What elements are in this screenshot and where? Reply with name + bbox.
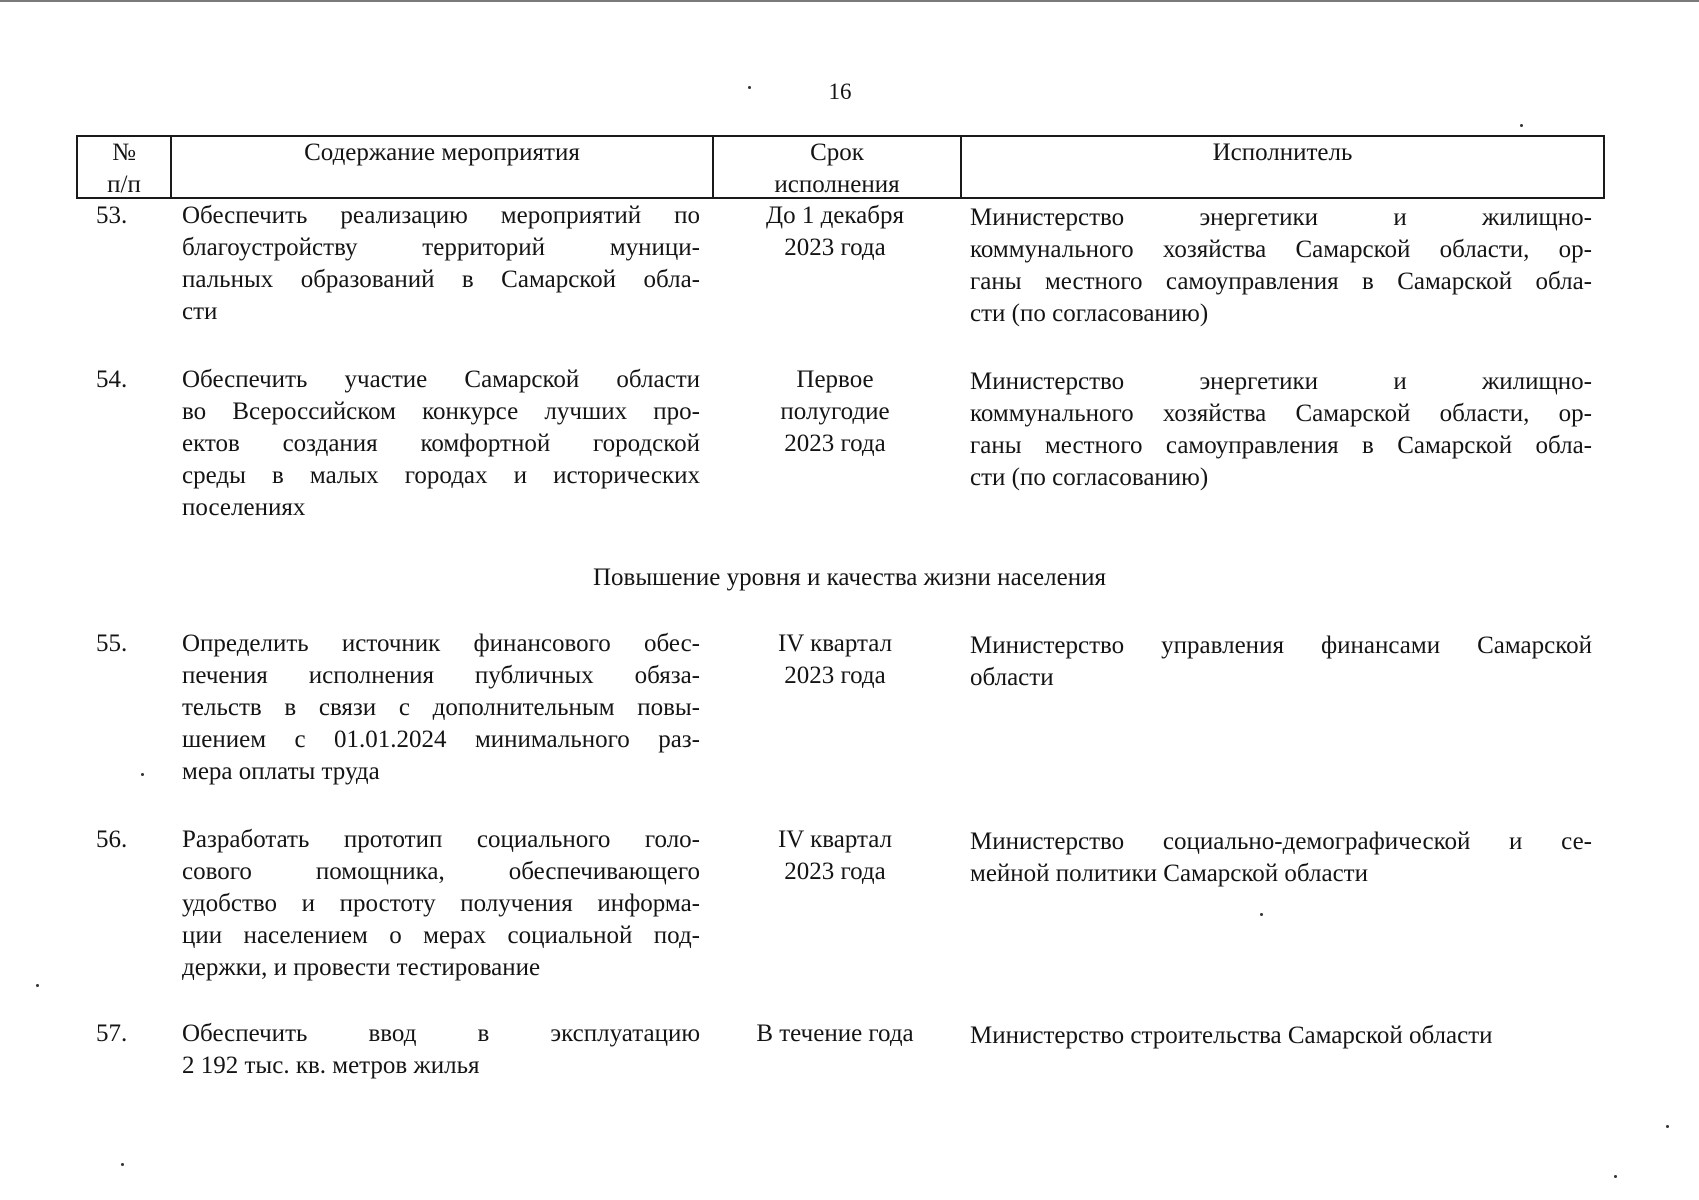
header-deadline: Срок исполнения xyxy=(714,137,962,197)
header-num: № п/п xyxy=(78,137,172,197)
row-executor: Министерство строительства Самарской области xyxy=(970,1022,1493,1049)
row-deadline: Первое полугодие 2023 года xyxy=(780,366,890,457)
row-content: Разработать прототип социального голо- сового помощника, обеспечивающего удобство и простоту получения информа- ции населением о мерах социальной под- держки, и провести тестирование xyxy=(182,826,700,981)
scan-speck xyxy=(1666,1125,1669,1128)
row-number: 54. xyxy=(96,366,128,393)
header-executor: Исполнитель xyxy=(1212,139,1353,166)
header-content: Содержание мероприятия xyxy=(172,137,714,197)
row-executor: Министерство управления финансами Самарской области xyxy=(970,632,1592,691)
row-deadline: IV квартал 2023 года xyxy=(777,826,893,885)
section-title: Повышение уровня и качества жизни населения xyxy=(592,564,1106,591)
scan-speck xyxy=(748,86,751,89)
scan-speck xyxy=(1614,1175,1617,1178)
page-top-edge xyxy=(0,0,1699,2)
row-executor: Министерство социально-демографической и се- мейной политики Самарской области xyxy=(970,828,1592,887)
row-number: 55. xyxy=(96,630,128,657)
row-number: 57. xyxy=(96,1020,128,1047)
scan-speck xyxy=(1260,913,1263,916)
row-content: Обеспечить ввод в эксплуатацию 2 192 тыс. кв. метров жилья xyxy=(182,1020,700,1079)
row-executor: Министерство энергетики и жилищно- коммунального хозяйства Самарской области, ор- ганы местного самоуправления в Самарской обла- сти (по согласованию) xyxy=(970,204,1592,327)
row-content: Определить источник финансового обес- печения исполнения публичных обяза- тельств в связи с дополнительным повы- шением с 01.01.2024 минимального раз- мера оплаты труда xyxy=(182,630,700,785)
scan-speck xyxy=(141,773,144,776)
row-deadline: В течение года xyxy=(756,1020,914,1047)
row-number: 53. xyxy=(96,202,128,229)
row-content: Обеспечить реализацию мероприятий по благоустройству территорий муници- пальных образований в Самарской обла- сти xyxy=(182,202,700,325)
page-number: 16 xyxy=(828,79,852,104)
row-deadline: IV квартал 2023 года xyxy=(777,630,893,689)
row-executor: Министерство энергетики и жилищно- коммунального хозяйства Самарской области, ор- ганы местного самоуправления в Самарской обла- сти (по согласованию) xyxy=(970,368,1592,491)
row-number: 56. xyxy=(96,826,128,853)
table-header xyxy=(76,135,1605,199)
scan-speck xyxy=(1520,124,1523,127)
scan-speck xyxy=(121,1163,124,1166)
row-content: Обеспечить участие Самарской области во Всероссийском конкурсе лучших про- ектов создания комфортной городской среды в малых городах и исторических поселениях xyxy=(182,366,700,521)
row-deadline: До 1 декабря 2023 года xyxy=(766,202,904,261)
scan-speck xyxy=(36,984,39,987)
